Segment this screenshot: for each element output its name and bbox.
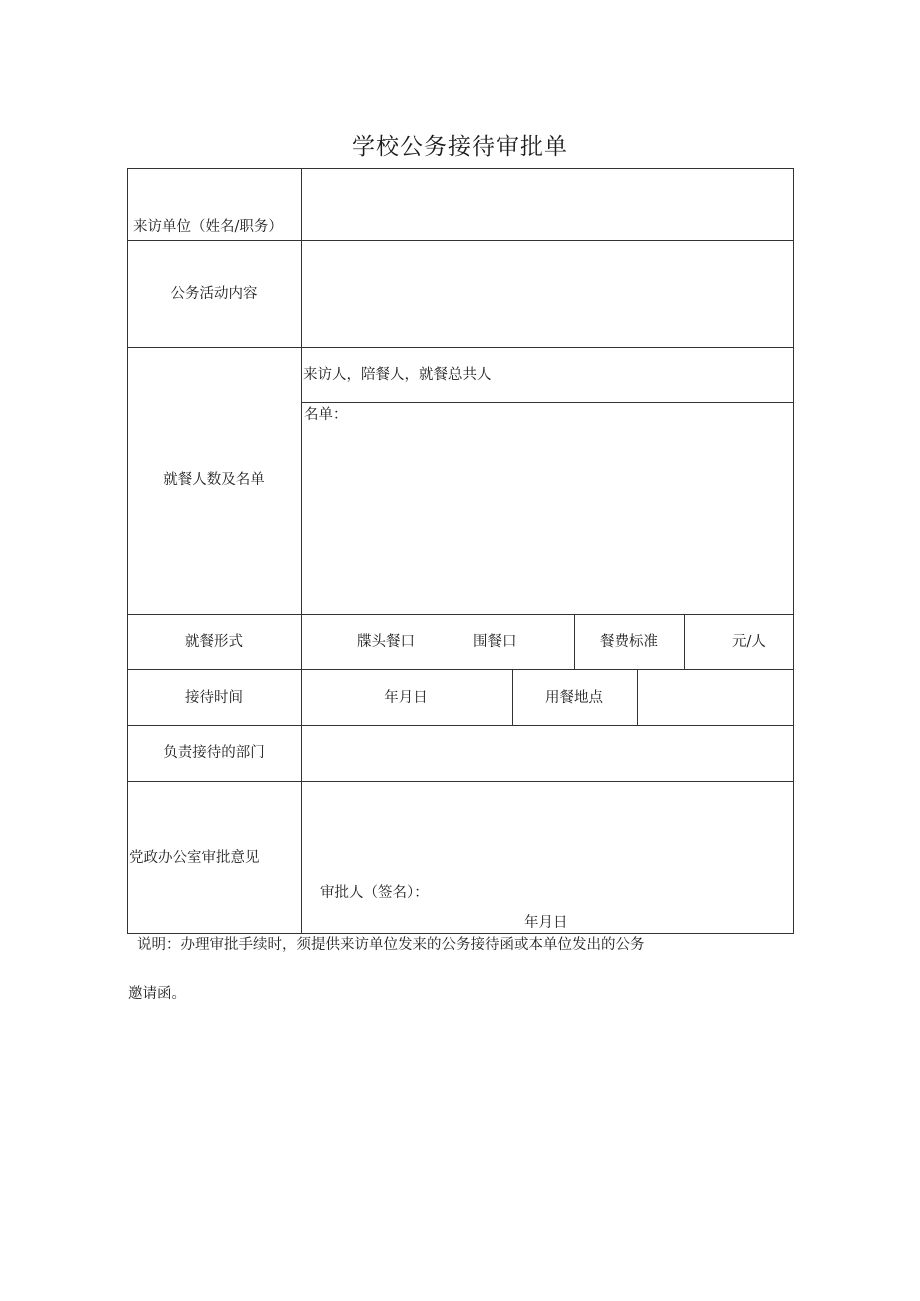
meal-fee-label: 餐费标准 [600,634,658,650]
dept-label: 负责接待的部门 [163,745,265,761]
approval-date[interactable]: 年月日 [524,915,568,931]
meal-form-label: 就餐形式 [185,634,243,650]
diners-label: 就餐人数及名单 [163,472,265,488]
row-line [127,240,794,241]
cell-divider [512,669,513,725]
label-column-divider [301,168,302,934]
meal-option-round-table[interactable]: 围餐口 [473,634,517,650]
meal-place-label: 用餐地点 [545,690,603,706]
row-line [127,781,794,782]
cell-divider [684,614,685,669]
activity-content-field[interactable] [303,242,792,346]
row-line [127,614,794,615]
row-line [127,669,794,670]
diners-list-prefix: 名单： [304,407,348,423]
cell-divider [574,614,575,669]
diners-count-text: 来访人，陪餐人，就餐总共人 [303,367,492,383]
visitor-unit-label: 来访单位（姓名/职务） [133,219,283,235]
approver-label: 审批人（签名）： [320,885,429,901]
row-line [301,402,794,403]
reception-time-label: 接待时间 [185,690,243,706]
dept-field[interactable] [303,727,792,780]
note-line-1: 说明：办理审批手续时，须提供来访单位发来的公务接待函或本单位发出的公务 [137,937,645,953]
note-line-2: 邀请函。 [128,986,186,1002]
approval-label: 党政办公室审批意见 [129,850,260,866]
meal-option-plated[interactable]: 牒头餐口 [357,634,415,650]
reception-date[interactable]: 年月日 [384,690,428,706]
row-line [127,725,794,726]
meal-fee-unit: 元/人 [732,634,766,650]
activity-content-label: 公务活动内容 [170,286,258,302]
row-line [127,347,794,348]
diners-list-field[interactable] [303,404,792,613]
cell-divider [637,669,638,725]
page-title: 学校公务接待审批单 [352,134,568,160]
visitor-unit-field[interactable] [303,170,792,239]
meal-place-field[interactable] [639,671,792,724]
